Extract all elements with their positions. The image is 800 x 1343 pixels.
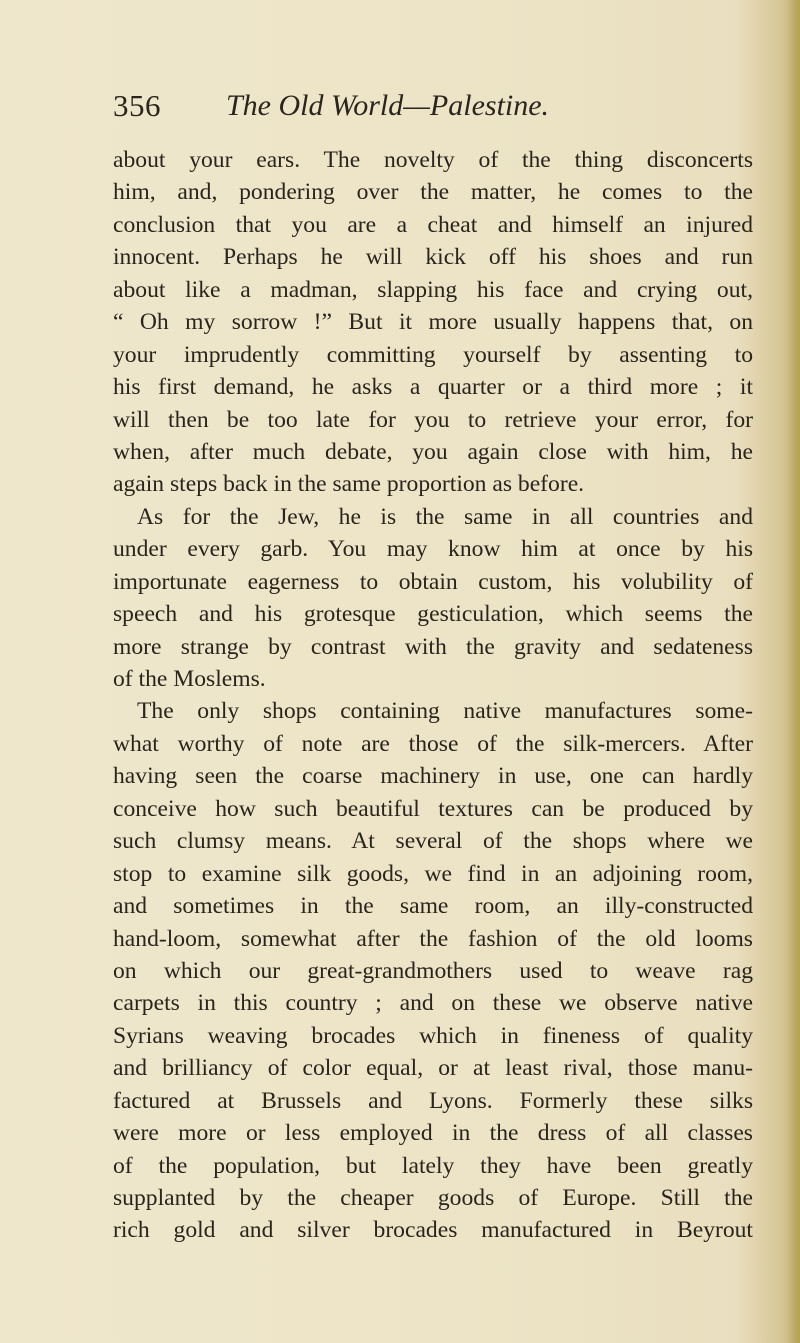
body-text — [113, 144, 753, 1247]
text-line: conclusion that you are a cheat and himself an injured — [113, 211, 753, 238]
page-edge-shadow — [786, 0, 800, 1343]
text-line: factured at Brussels and Lyons. Formerly these silks — [113, 1087, 753, 1114]
text-line: your imprudently committing yourself by assenting to — [113, 341, 753, 368]
text-line: having seen the coarse machinery in use, one can hardly — [113, 763, 753, 790]
text-line: stop to examine silk goods, we find in an adjoining room, — [113, 860, 753, 887]
text-line: and brilliancy of color equal, or at least rival, those manu- — [113, 1055, 753, 1082]
text-line: were more or less employed in the dress of all classes — [113, 1120, 753, 1147]
text-line: him, and, pondering over the matter, he comes to the — [113, 179, 753, 206]
text-line: what worthy of note are those of the silk-mercers. After — [113, 730, 753, 757]
text-line: innocent. Perhaps he will kick off his shoes and run — [113, 244, 753, 271]
page-header — [113, 88, 753, 128]
text-line: of the population, but lately they have been greatly — [113, 1152, 753, 1179]
text-line: and sometimes in the same room, an illy-constructed — [113, 893, 753, 920]
text-line: about like a madman, slapping his face and crying out, — [113, 276, 753, 303]
text-line: will then be too late for you to retrieve your error, for — [113, 406, 753, 433]
text-line: carpets in this country ; and on these we observe native — [113, 990, 753, 1017]
text-line: about your ears. The novelty of the thing disconcerts — [113, 147, 753, 173]
text-line: importunate eagerness to obtain custom, his volubility of — [113, 568, 753, 595]
text-line: Syrians weaving brocades which in fineness of quality — [113, 1022, 753, 1049]
text-line: when, after much debate, you again close with him, he — [113, 438, 753, 465]
text-line: under every garb. You may know him at once by his — [113, 536, 753, 563]
text-line: speech and his grotesque gesticulation, which seems the — [113, 601, 753, 628]
text-line: more strange by contrast with the gravity and sedateness — [113, 633, 753, 660]
running-head: The Old World—Palestine. — [226, 89, 550, 122]
page-number: 356 — [113, 88, 161, 123]
text-line: of the Moslems. — [113, 666, 266, 692]
text-line: rich gold and silver brocades manufactured in Beyrout — [113, 1217, 753, 1244]
text-line: “ Oh my sorrow !” But it more usually happens that, on — [113, 309, 753, 336]
text-line: hand-loom, somewhat after the fashion of the old looms — [113, 925, 753, 952]
text-line: conceive how such beautiful textures can be produced by — [113, 795, 753, 822]
text-line: As for the Jew, he is the same in all countries and — [137, 503, 753, 530]
text-line: The only shops containing native manufactures some- — [137, 698, 753, 725]
text-line: on which our great-grandmothers used to weave rag — [113, 957, 753, 984]
text-line: supplanted by the cheaper goods of Europe. Still the — [113, 1185, 753, 1211]
text-line: his first demand, he asks a quarter or a third more ; it — [113, 374, 753, 401]
text-line: again steps back in the same proportion as before. — [113, 471, 585, 498]
text-line: such clumsy means. At several of the shops where we — [113, 828, 753, 855]
